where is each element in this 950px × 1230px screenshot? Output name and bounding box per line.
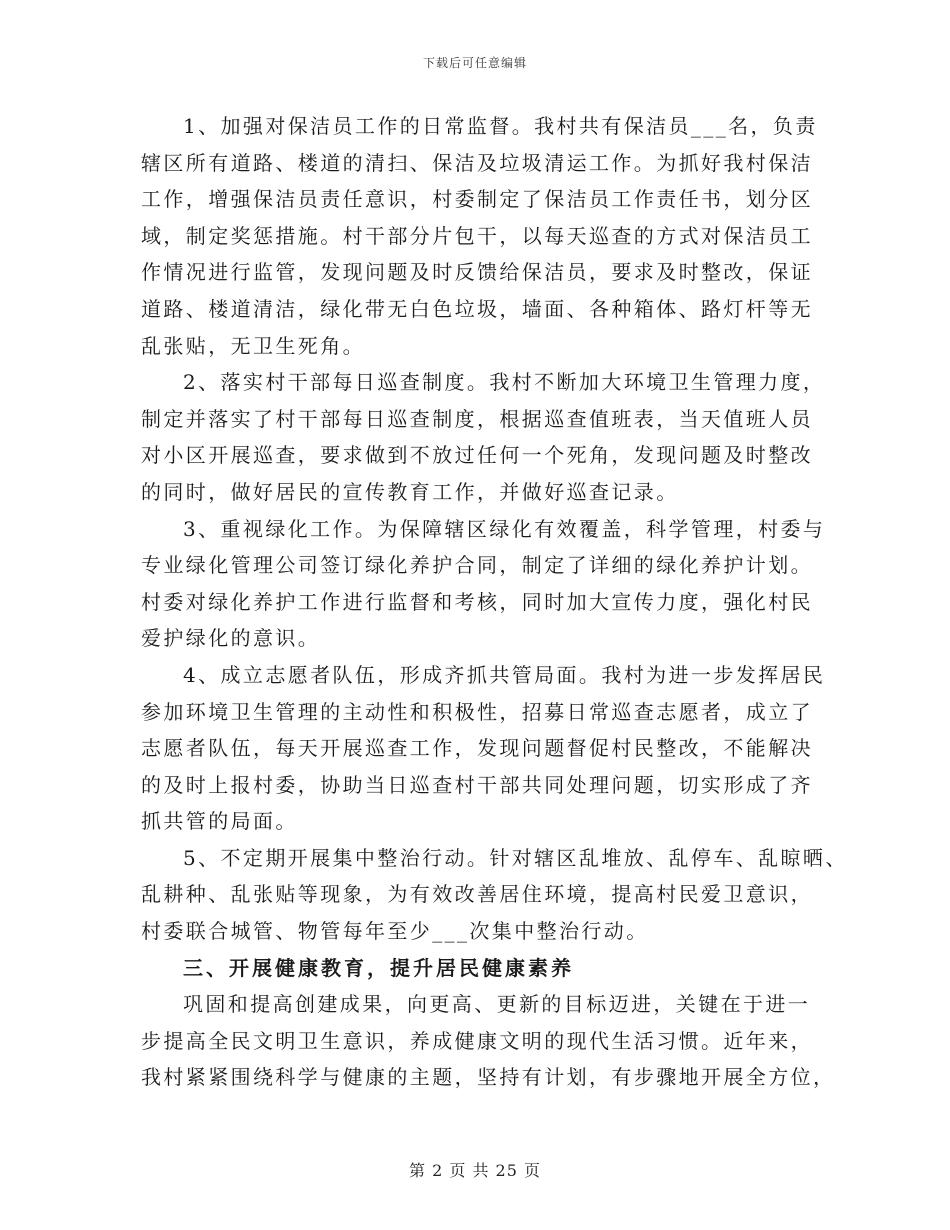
text-line: 专业绿化管理公司签订绿化养护合同，制定了详细的绿化养护计划。: [141, 553, 813, 578]
text-line: 村委对绿化养护工作进行监督和考核，同时加大宣传力度，强化村民: [141, 589, 813, 614]
section-heading: 三、开展健康教育，提升居民健康素养: [183, 955, 574, 980]
text-line: 5、不定期开展集中整治行动。针对辖区乱堆放、乱停车、乱晾晒、: [183, 845, 848, 870]
document-body: [141, 108, 848, 1096]
page-header: 下载后可任意编辑: [422, 56, 527, 70]
text-line: 巩固和提高创建成果，向更高、更新的目标迈进，关键在于进一: [183, 992, 811, 1017]
text-line: 域，制定奖惩措施。村干部分片包干，以每天巡查的方式对保洁员工: [141, 223, 813, 248]
text-line: 制定并落实了村干部每日巡查制度，根据巡查值班表，当天值班人员: [141, 406, 813, 431]
text-line: 道路、楼道清洁，绿化带无白色垃圾，墙面、各种箱体、路灯杆等无: [141, 296, 813, 321]
page-number-footer: 第 2 页 共 25 页: [409, 1161, 541, 1180]
text-line: 参加环境卫生管理的主动性和积极性，招募日常巡查志愿者，成立了: [141, 699, 813, 724]
text-line: 村委联合城管、物管每年至少___次集中整治行动。: [141, 919, 649, 944]
text-line: 2、落实村干部每日巡查制度。我村不断加大环境卫生管理力度，: [183, 370, 826, 395]
text-line: 乱耕种、乱张贴等现象，为有效改善居住环境，提高村民爱卫意识，: [141, 882, 813, 907]
text-line: 乱张贴，无卫生死角。: [141, 333, 365, 358]
text-line: 1、加强对保洁员工作的日常监督。我村共有保洁员___名，负责: [183, 114, 818, 138]
text-line: 我村紧紧围绕科学与健康的主题，坚持有计划，有步骤地开展全方位，: [141, 1065, 836, 1090]
text-line: 的同时，做好居民的宣传教育工作，并做好巡查记录。: [141, 479, 679, 504]
text-line: 步提高全民文明卫生意识，养成健康文明的现代生活习惯。近年来，: [141, 1028, 813, 1053]
text-line: 的及时上报村委，协助当日巡查村干部共同处理问题，切实形成了齐: [141, 772, 813, 797]
text-line: 工作，增强保洁员责任意识，村委制定了保洁员工作责任书，划分区: [141, 187, 813, 212]
text-line: 爱护绿化的意识。: [141, 626, 321, 651]
text-line: 作情况进行监管，发现问题及时反馈给保洁员，要求及时整改，保证: [141, 260, 813, 285]
text-line: 志愿者队伍，每天开展巡查工作，发现问题督促村民整改，不能解决: [141, 736, 813, 761]
text-line: 抓共管的局面。: [141, 809, 298, 834]
text-line: 4、成立志愿者队伍，形成齐抓共管局面。我村为进一步发挥居民: [183, 662, 826, 687]
text-line: 对小区开展巡查，要求做到不放过任何一个死角，发现问题及时整改: [141, 443, 813, 468]
text-line: 3、重视绿化工作。为保障辖区绿化有效覆盖，科学管理，村委与: [183, 516, 826, 541]
text-line: 辖区所有道路、楼道的清扫、保洁及垃圾清运工作。为抓好我村保洁: [141, 150, 813, 175]
